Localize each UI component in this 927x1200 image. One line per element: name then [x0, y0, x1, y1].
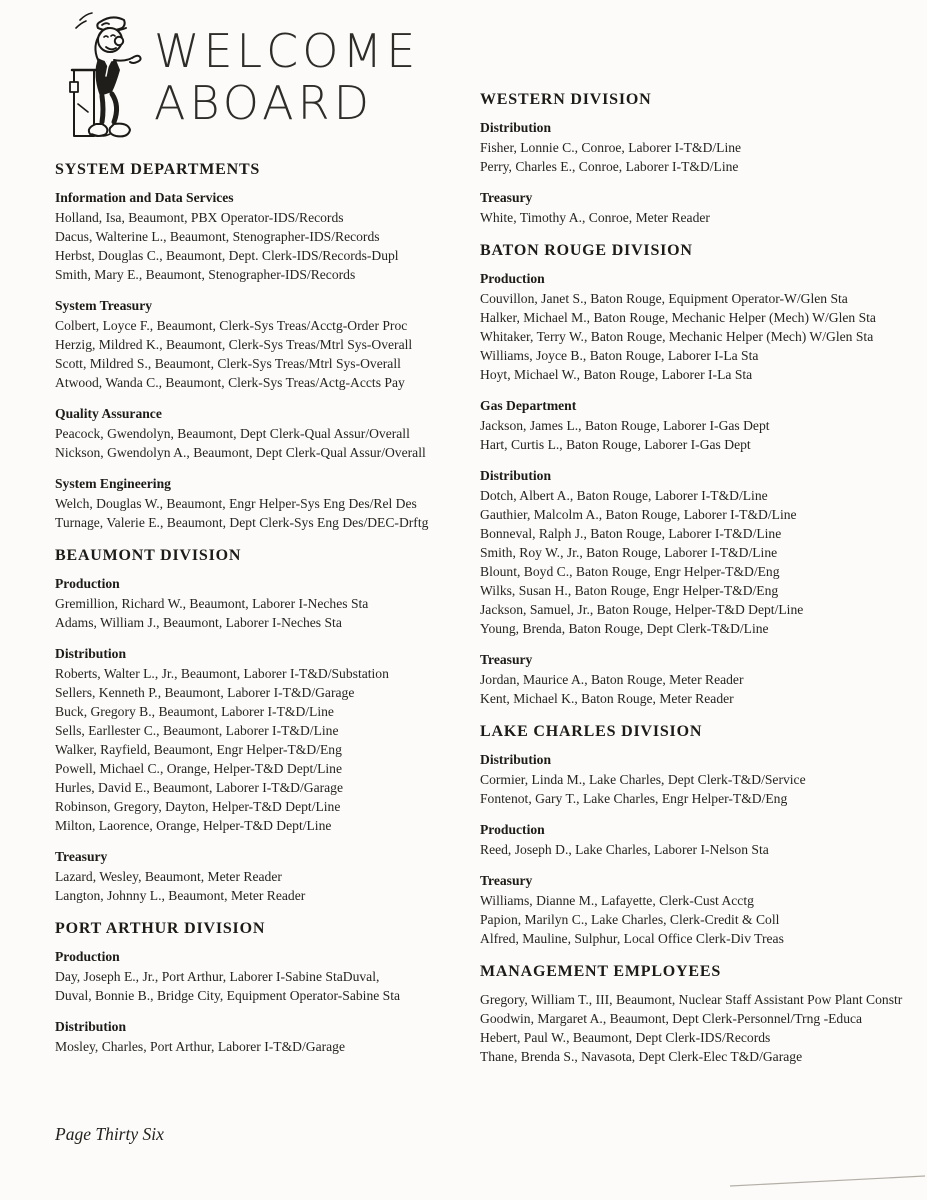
employee-entry: Day, Joseph E., Jr., Port Arthur, Laborer I-Sabine StaDuval,: [55, 969, 380, 984]
employee-entry: Hart, Curtis L., Baton Rouge, Laborer I-Gas Dept: [480, 437, 751, 452]
group-heading: System Treasury: [55, 298, 153, 313]
employee-group: [480, 188, 912, 227]
group-heading: Distribution: [480, 752, 552, 767]
employee-group: [55, 644, 461, 835]
employee-entry: Robinson, Gregory, Dayton, Helper-T&D Dept/Line: [55, 799, 341, 814]
employee-group: [480, 990, 912, 1066]
employee-entry: Turnage, Valerie E., Beaumont, Dept Clerk-Sys Eng Des/DEC-Drftg: [55, 515, 429, 530]
employee-entry: Herzig, Mildred K., Beaumont, Clerk-Sys Treas/Mtrl Sys-Overall: [55, 337, 413, 352]
page-number: Page Thirty Six: [55, 1124, 164, 1144]
employee-entry: Colbert, Loyce F., Beaumont, Clerk-Sys Treas/Acctg-Order Proc: [55, 318, 408, 333]
employee-entry: Blount, Boyd C., Baton Rouge, Engr Helper-T&D/Eng: [480, 564, 780, 579]
group-heading: Distribution: [55, 646, 127, 661]
employee-entry: Fontenot, Gary T., Lake Charles, Engr Helper-T&D/Eng: [480, 791, 788, 806]
group-heading: Production: [55, 576, 120, 591]
left-column: [55, 160, 461, 1068]
division-heading: PORT ARTHUR DIVISION: [55, 920, 266, 937]
employee-entry: Welch, Douglas W., Beaumont, Engr Helper-Sys Eng Des/Rel Des: [55, 496, 417, 511]
employee-entry: Dacus, Walterine L., Beaumont, Stenographer-IDS/Records: [55, 229, 380, 244]
employee-group: [480, 269, 912, 384]
employee-entry: Williams, Joyce B., Baton Rouge, Laborer I-La Sta: [480, 348, 759, 363]
division-heading: BEAUMONT DIVISION: [55, 547, 242, 564]
employee-entry: Couvillon, Janet S., Baton Rouge, Equipment Operator-W/Glen Sta: [480, 291, 848, 306]
employee-entry: Jordan, Maurice A., Baton Rouge, Meter Reader: [480, 672, 744, 687]
employee-group: [55, 847, 461, 905]
employee-entry: Holland, Isa, Beaumont, PBX Operator-IDS/Records: [55, 210, 344, 225]
employee-entry: Milton, Laorence, Orange, Helper-T&D Dept/Line: [55, 818, 332, 833]
right-column: [480, 90, 912, 1078]
page-title: [154, 26, 419, 129]
employee-group: [55, 574, 461, 632]
employee-entry: Goodwin, Margaret A., Beaumont, Dept Clerk-Personnel/Trng -Educa: [480, 1011, 863, 1026]
employee-entry: Papion, Marilyn C., Lake Charles, Clerk-Credit & Coll: [480, 912, 780, 927]
employee-entry: Mosley, Charles, Port Arthur, Laborer I-T&D/Garage: [55, 1039, 346, 1054]
employee-entry: Powell, Michael C., Orange, Helper-T&D Dept/Line: [55, 761, 343, 776]
employee-entry: Smith, Roy W., Jr., Baton Rouge, Laborer I-T&D/Line: [480, 545, 778, 560]
group-heading: Distribution: [480, 468, 552, 483]
employee-entry: Alfred, Mauline, Sulphur, Local Office Clerk-Div Treas: [480, 931, 784, 946]
division-heading: SYSTEM DEPARTMENTS: [55, 161, 261, 178]
group-heading: Distribution: [480, 120, 552, 135]
employee-entry: Lazard, Wesley, Beaumont, Meter Reader: [55, 869, 282, 884]
employee-entry: Gauthier, Malcolm A., Baton Rouge, Laborer I-T&D/Line: [480, 507, 797, 522]
mascot-illustration: [52, 8, 152, 158]
employee-group: [55, 474, 461, 532]
employee-entry: Buck, Gregory B., Beaumont, Laborer I-T&D/Line: [55, 704, 334, 719]
division-heading: LAKE CHARLES DIVISION: [480, 723, 703, 740]
employee-entry: Peacock, Gwendolyn, Beaumont, Dept Clerk-Qual Assur/Overall: [55, 426, 410, 441]
group-heading: System Engineering: [55, 476, 171, 491]
employee-entry: Roberts, Walter L., Jr., Beaumont, Laborer I-T&D/Substation: [55, 666, 389, 681]
employee-entry: Hoyt, Michael W., Baton Rouge, Laborer I-La Sta: [480, 367, 753, 382]
division-heading: BATON ROUGE DIVISION: [480, 242, 693, 259]
employee-entry: Whitaker, Terry W., Baton Rouge, Mechanic Helper (Mech) W/Glen Sta: [480, 329, 874, 344]
employee-entry: Bonneval, Ralph J., Baton Rouge, Laborer I-T&D/Line: [480, 526, 782, 541]
employee-entry: Thane, Brenda S., Navasota, Dept Clerk-Elec T&D/Garage: [480, 1049, 803, 1064]
group-heading: Production: [55, 949, 120, 964]
employee-entry: Dotch, Albert A., Baton Rouge, Laborer I-T&D/Line: [480, 488, 768, 503]
employee-group: [480, 118, 912, 176]
page-title-line2: ABOARD: [154, 75, 374, 130]
employee-entry: Sellers, Kenneth P., Beaumont, Laborer I-T&D/Garage: [55, 685, 355, 700]
employee-entry: Wilks, Susan H., Baton Rouge, Engr Helper-T&D/Eng: [480, 583, 779, 598]
employee-entry: Gremillion, Richard W., Beaumont, Laborer I-Neches Sta: [55, 596, 369, 611]
scan-artifact-line: [728, 1168, 927, 1190]
employee-group: [55, 188, 461, 284]
employee-entry: Cormier, Linda M., Lake Charles, Dept Clerk-T&D/Service: [480, 772, 806, 787]
division-heading: WESTERN DIVISION: [480, 91, 652, 108]
employee-entry: Scott, Mildred S., Beaumont, Clerk-Sys Treas/Mtrl Sys-Overall: [55, 356, 401, 371]
employee-entry: Hurles, David E., Beaumont, Laborer I-T&D/Garage: [55, 780, 344, 795]
employee-entry: Halker, Michael M., Baton Rouge, Mechanic Helper (Mech) W/Glen Sta: [480, 310, 876, 325]
employee-entry: Langton, Johnny L., Beaumont, Meter Reader: [55, 888, 306, 903]
employee-group: [480, 650, 912, 708]
employee-group: [55, 296, 461, 392]
employee-entry: Adams, William J., Beaumont, Laborer I-Neches Sta: [55, 615, 342, 630]
employee-entry: Sells, Earllester C., Beaumont, Laborer I-T&D/Line: [55, 723, 339, 738]
employee-entry: Kent, Michael K., Baton Rouge, Meter Reader: [480, 691, 734, 706]
group-heading: Gas Department: [480, 398, 577, 413]
page-title-line1: WELCOME: [154, 24, 420, 78]
group-heading: Quality Assurance: [55, 406, 162, 421]
employee-entry: Nickson, Gwendolyn A., Beaumont, Dept Clerk-Qual Assur/Overall: [55, 445, 426, 460]
employee-group: [480, 396, 912, 454]
employee-group: [480, 750, 912, 808]
employee-group: [55, 404, 461, 462]
logo: [52, 8, 452, 158]
employee-entry: Smith, Mary E., Beaumont, Stenographer-IDS/Records: [55, 267, 356, 282]
group-heading: Production: [480, 822, 545, 837]
employee-entry: Atwood, Wanda C., Beaumont, Clerk-Sys Treas/Actg-Accts Pay: [55, 375, 405, 390]
group-heading: Treasury: [480, 190, 533, 205]
employee-entry: Gregory, William T., III, Beaumont, Nuclear Staff Assistant Pow Plant Constr: [480, 992, 903, 1007]
employee-entry: Perry, Charles E., Conroe, Laborer I-T&D/Line: [480, 159, 739, 174]
group-heading: Treasury: [55, 849, 108, 864]
employee-entry: Walker, Rayfield, Beaumont, Engr Helper-T&D/Eng: [55, 742, 342, 757]
group-heading: Distribution: [55, 1019, 127, 1034]
employee-entry: Jackson, James L., Baton Rouge, Laborer I-Gas Dept: [480, 418, 770, 433]
employee-entry: Young, Brenda, Baton Rouge, Dept Clerk-T&D/Line: [480, 621, 769, 636]
division-heading: MANAGEMENT EMPLOYEES: [480, 963, 722, 980]
employee-entry: Jackson, Samuel, Jr., Baton Rouge, Helper-T&D Dept/Line: [480, 602, 804, 617]
employee-entry: Fisher, Lonnie C., Conroe, Laborer I-T&D/Line: [480, 140, 742, 155]
group-heading: Production: [480, 271, 545, 286]
employee-entry: Williams, Dianne M., Lafayette, Clerk-Cust Acctg: [480, 893, 754, 908]
employee-entry: Hebert, Paul W., Beaumont, Dept Clerk-IDS/Records: [480, 1030, 771, 1045]
employee-group: [55, 1017, 461, 1056]
employee-entry: Herbst, Douglas C., Beaumont, Dept. Clerk-IDS/Records-Dupl: [55, 248, 399, 263]
employee-entry: Reed, Joseph D., Lake Charles, Laborer I-Nelson Sta: [480, 842, 769, 857]
employee-group: [55, 947, 461, 1005]
employee-group: [480, 871, 912, 948]
employee-group: [480, 466, 912, 638]
employee-entry: Duval, Bonnie B., Bridge City, Equipment Operator-Sabine Sta: [55, 988, 401, 1003]
employee-group: [480, 820, 912, 859]
group-heading: Information and Data Services: [55, 190, 234, 205]
group-heading: Treasury: [480, 873, 533, 888]
group-heading: Treasury: [480, 652, 533, 667]
employee-entry: White, Timothy A., Conroe, Meter Reader: [480, 210, 710, 225]
